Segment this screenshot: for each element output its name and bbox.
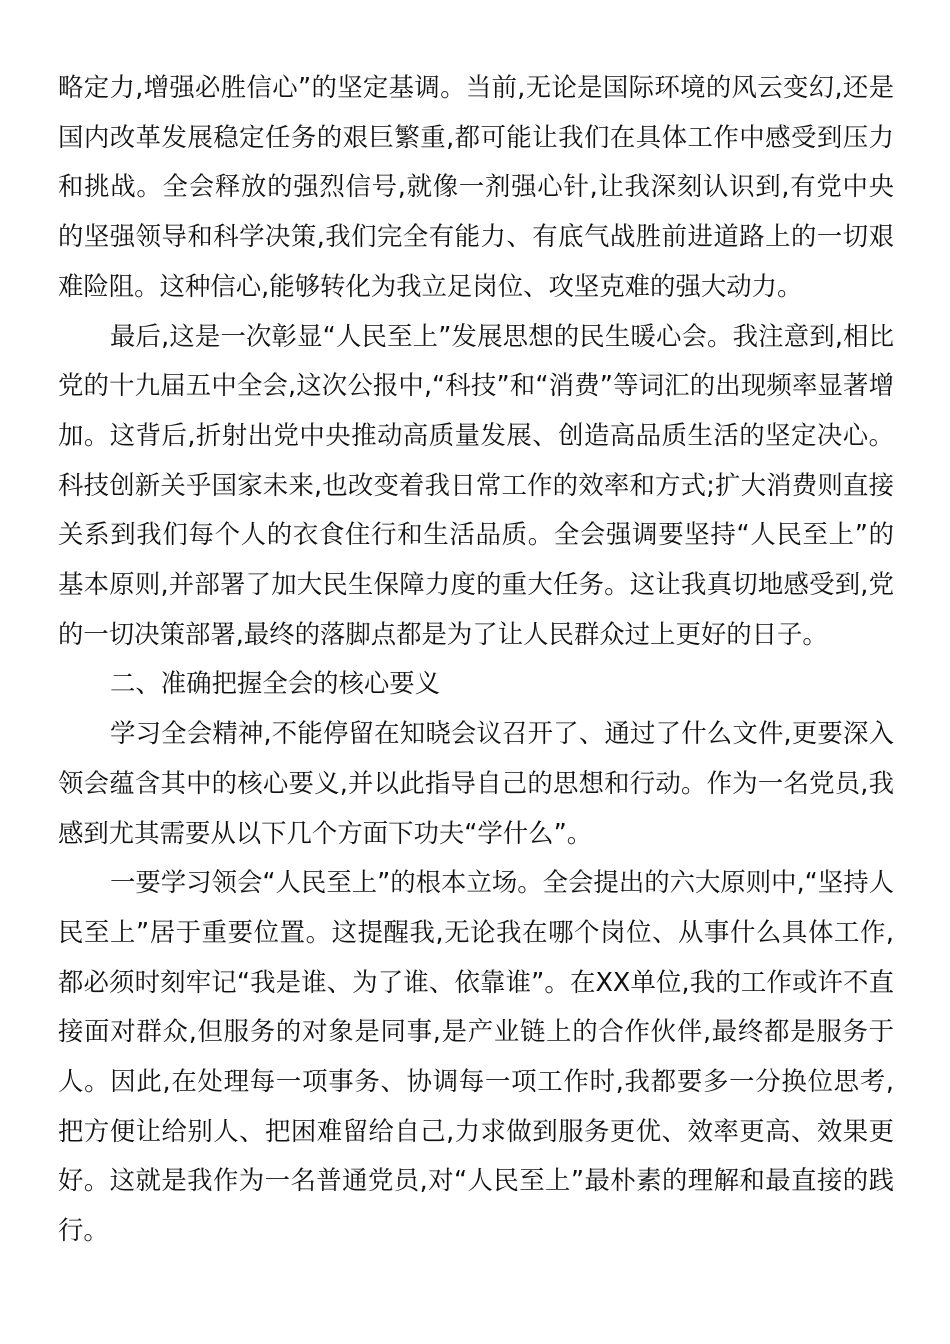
paragraph-core-meaning: 学习全会精神,不能停留在知晓会议召开了、通过了什么文件,更要深入领会蕴含其中的核心要义,并以此指导自己的思想和行动。作为一名党员,我感到尤其需要从以下几个方面下功夫“学什么”。 xyxy=(58,718,894,848)
paragraph-people-first: 最后,这是一次彰显“人民至上”发展思想的民生暖心会。我注意到,相比党的十九届五中全会,这次公报中,“科技”和“消费”等词汇的出现频率显著增加。这背后,折射出党中央推动高质量发展、创造高品质生活的坚定决心。科技创新关乎国家未来,也改变着我日常工作的效率和方式;扩大消费则直接关系到我们每个人的衣食住行和生活品质。全会强调要坚持“人民至上”的基本原则,并部署了加大民生保障力度的重大任务。这让我真切地感受到,党的一切决策部署,最终的落脚点都是为了让人民群众过上更好的日子。 xyxy=(58,320,894,649)
paragraph-continuation: 略定力,增强必胜信心”的坚定基调。当前,无论是国际环境的风云变幻,还是国内改革发展稳定任务的艰巨繁重,都可能让我们在具体工作中感受到压力和挑战。全会释放的强烈信号,就像一剂强心针,让我深刻认识到,有党中央的坚强领导和科学决策,我们完全有能力、有底气战胜前进道路上的一切艰难险阻。这种信心,能够转化为我立足岗位、攻坚克难的强大动力。 xyxy=(58,72,894,301)
document-page xyxy=(58,63,894,1256)
paragraph-people-first-stance: 一要学习领会“人民至上”的根本立场。全会提出的六大原则中,“坚持人民至上”居于重要位置。这提醒我,无论我在哪个岗位、从事什么具体工作,都必须时刻牢记“我是谁、为了谁、依靠谁”。在XX单位,我的工作或许不直接面对群众,但服务的对象是同事,是产业链上的合作伙伴,最终都是服务于人。因此,在处理每一项事务、协调每一项工作时,我都要多一分换位思考,把方便让给别人、把困难留给自己,力求做到服务更优、效率更高、效果更好。这就是我作为一名普通党员,对“人民至上”最朴素的理解和最直接的践行。 xyxy=(58,867,894,1246)
section-heading: 二、准确把握全会的核心要义 xyxy=(110,668,441,699)
